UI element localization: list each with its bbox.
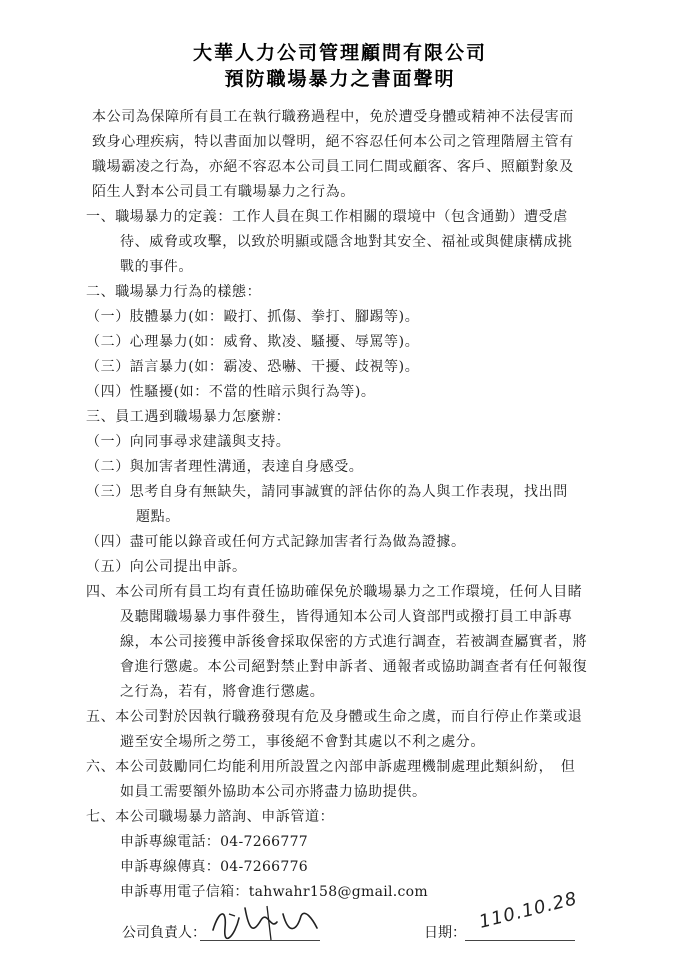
section-heading: 六、本公司鼓勵同仁均能利用所設置之內部申訴處理機制處理此類糾紛， 但 [86,759,576,775]
section-heading: 四、本公司所有員工均有責任協助確保免於職場暴力之工作環境，任何人目睹 [86,584,583,600]
section-text: 及聽聞職場暴力事件發生，皆得通知本公司人資部門或撥打員工申訴專 [120,609,573,625]
list-item-cont: 題點。 [136,509,180,525]
section-text: 如員工需要額外協助本公司亦將盡力協助提供。 [120,784,427,800]
list-item: （四）性騷擾(如：不當的性暗示與行為等)。 [86,384,376,400]
section-text: 避至安全場所之勞工，事後絕不會對其處以不利之處分。 [120,734,485,750]
section-heading: 七、本公司職場暴力諮詢、申訴管道： [86,809,335,825]
list-item: （四）盡可能以錄音或任何方式記錄加害者行為做為證據。 [86,534,466,550]
handwritten-signature [205,900,325,944]
section-heading: 一、職場暴力的定義：工作人員在與工作相關的環境中（包含通勤）遭受虐 [86,209,568,225]
list-item: （三）思考自身有無缺失，請同事誠實的評估你的為人與工作表現，找出問 [86,484,568,500]
hotline-fax: 申訴專線傳真：04-7266776 [120,859,308,875]
list-item: （一）肢體暴力(如：毆打、抓傷、拳打、腳踢等)。 [86,309,420,325]
intro-line: 致身心理疾病，特以書面加以聲明，絕不容忍任何本公司之管理階層主管有 [92,134,574,150]
document-subtitle: 預防職場暴力之書面聲明 [224,68,456,90]
complaint-email: 申訴專用電子信箱：tahwahr158@gmail.com [120,884,428,900]
intro-line: 職場霸凌之行為，亦絕不容忍本公司員工同仁間或顧客、客戶、照顧對象及 [92,159,574,175]
list-item: （五）向公司提出申訴。 [86,559,247,575]
company-title: 大華人力公司管理顧問有限公司 [192,42,487,64]
intro-line: 本公司為保障所有員工在執行職務過程中，免於遭受身體或精神不法侵害而 [92,109,574,125]
date-label: 日期： [424,925,466,941]
list-item: （一）向同事尋求建議與支持。 [86,434,291,450]
list-item: （二）心理暴力(如：威脅、欺凌、騷擾、辱罵等)。 [86,334,420,350]
list-item: （二）與加害者理性溝通，表達自身感受。 [86,459,364,475]
section-text: 之行為，若有，將會進行懲處。 [120,684,325,700]
section-text: 線，本公司接獲申訴後會採取保密的方式進行調查，若被調查屬實者，將 [120,634,588,650]
intro-line: 陌生人對本公司員工有職場暴力之行為。 [92,184,355,200]
section-heading: 三、員工遇到職場暴力怎麼辦： [86,409,291,425]
section-text: 會進行懲處。本公司絕對禁止對申訴者、通報者或協助調查者有任何報復 [120,659,588,675]
hotline-phone: 申訴專線電話：04-7266777 [120,834,308,850]
responsible-label: 公司負責人： [122,925,206,941]
section-text: 待、威脅或攻擊，以致於明顯或隱含地對其安全、福祉或與健康構成挑 [120,234,573,250]
section-text: 戰的事件。 [120,259,193,275]
section-heading: 二、職場暴力行為的樣態： [86,284,262,300]
section-heading: 五、本公司對於因執行職務發現有危及身體或生命之虞，而自行停止作業或退 [86,709,583,725]
list-item: （三）語言暴力(如：霸凌、恐嚇、干擾、歧視等)。 [86,359,420,375]
handwritten-date: 110.10.28 [476,888,580,933]
date-underline [465,940,575,941]
